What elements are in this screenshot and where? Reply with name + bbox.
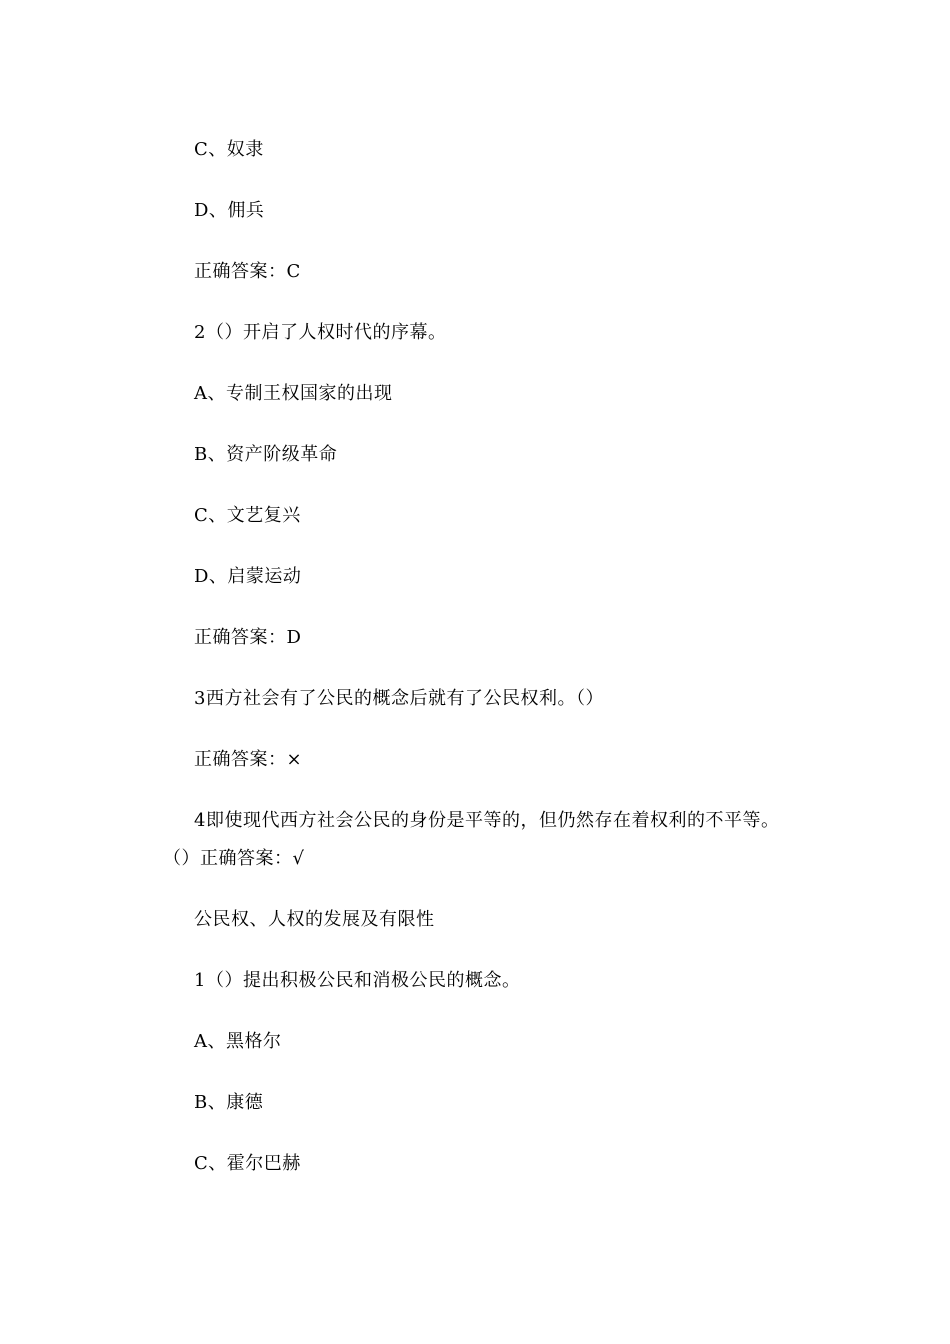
option-c-line: C、奴隶 xyxy=(194,139,264,160)
question-4: 4即使现代西方社会公民的身份是平等的，但仍然存在着权利的不平等。 xyxy=(194,810,780,831)
option-d-line: D、佣兵 xyxy=(194,200,265,221)
option-a-line: A、黑格尔 xyxy=(194,1031,282,1052)
question-4-continuation: （）正确答案：√ xyxy=(163,848,305,869)
answer-line: 正确答案：D xyxy=(194,627,302,648)
question-1: 1（）提出积极公民和消极公民的概念。 xyxy=(194,970,521,991)
option-a-line: A、专制王权国家的出现 xyxy=(194,383,393,404)
option-d-line: D、启蒙运动 xyxy=(194,566,302,587)
option-c-line: C、霍尔巴赫 xyxy=(194,1153,301,1174)
question-3: 3西方社会有了公民的概念后就有了公民权利。（） xyxy=(194,688,604,709)
option-c-line: C、文艺复兴 xyxy=(194,505,301,526)
section-heading: 公民权、人权的发展及有限性 xyxy=(194,909,435,930)
answer-line: 正确答案：× xyxy=(194,749,303,770)
answer-line: 正确答案：C xyxy=(194,261,301,282)
option-b-line: B、康德 xyxy=(194,1092,264,1113)
question-2: 2（）开启了人权时代的序幕。 xyxy=(194,322,447,343)
option-b-line: B、资产阶级革命 xyxy=(194,444,338,465)
